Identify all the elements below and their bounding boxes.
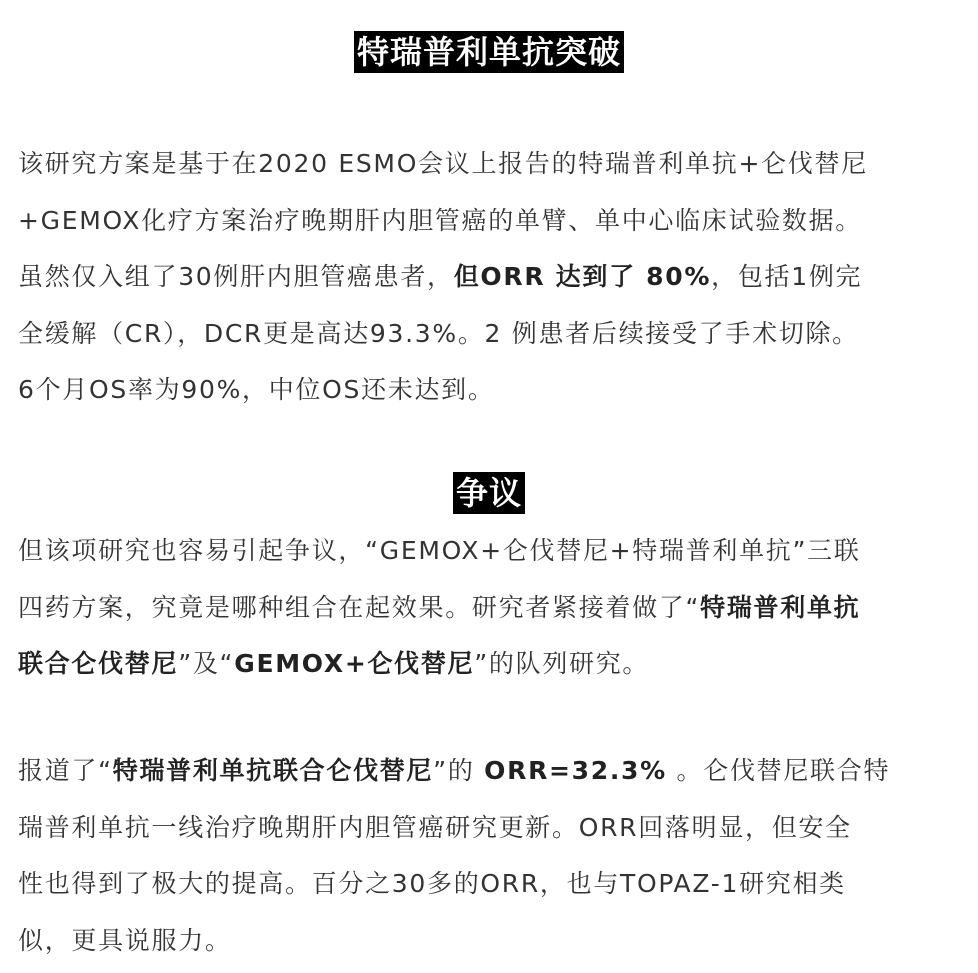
text-line: [18, 580, 948, 637]
paragraph-study-design: [18, 136, 948, 419]
bold-toripalimab: 特瑞普利单抗: [700, 592, 861, 622]
text-line: [18, 743, 948, 800]
text-span: 虽然仅入组了30例肝内胆管癌患者，: [18, 262, 454, 291]
text-line: 瑞普利单抗一线治疗晚期肝内胆管癌研究更新。ORR回落明显，但安全: [18, 812, 852, 842]
bold-orr-80: 但ORR 达到了 80%: [453, 262, 712, 291]
text-line: 性也得到了极大的提高。百分之30多的ORR，也与TOPAZ-1研究相类: [18, 869, 846, 898]
section-heading-breakthrough: 特瑞普利单抗突破: [354, 31, 624, 73]
bold-combo-name: 特瑞普利单抗联合仑伐替尼: [112, 756, 434, 785]
text-span: 四药方案，究竟是哪种组合在起效果。研究者紧接着做了“: [18, 592, 701, 622]
text-span: ”及“: [178, 649, 235, 678]
text-line: +GEMOX化疗方案治疗晚期肝内胆管癌的单臂、单中心临床试验数据。: [18, 205, 862, 235]
text-span: 。仑伐替尼联合特: [666, 756, 891, 785]
section-heading-1-wrap: [0, 31, 978, 73]
text-line: 该研究方案是基于在2020 ESMO会议上报告的特瑞普利单抗+仑伐替尼: [18, 149, 868, 178]
text-line: 6个月OS率为90%，中位OS还未达到。: [18, 375, 495, 404]
bold-orr-32: ORR=32.3%: [484, 756, 667, 785]
text-span: 报道了“: [18, 756, 113, 785]
section-heading-controversy: 争议: [453, 472, 525, 514]
bold-combo-lenvatinib: 联合仑伐替尼: [18, 649, 179, 678]
section-heading-2-wrap: [0, 472, 978, 514]
text-line: [18, 636, 948, 693]
text-span: ”的队列研究。: [474, 649, 650, 678]
paragraph-controversy: [18, 523, 948, 693]
text-line: 但该项研究也容易引起争议，“GEMOX+仑伐替尼+特瑞普利单抗”三联: [18, 536, 861, 565]
text-line: 全缓解（CR），DCR更是高达93.3%。2 例患者后续接受了手术切除。: [18, 318, 859, 348]
text-line: [18, 249, 948, 306]
bold-gemox-lenvatinib: GEMOX+仑伐替尼: [234, 649, 475, 678]
text-line: 似，更具说服力。: [18, 925, 232, 955]
paragraph-results: [18, 743, 948, 969]
text-span: ，包括1例完: [711, 262, 863, 291]
text-span: ”的: [433, 756, 485, 785]
